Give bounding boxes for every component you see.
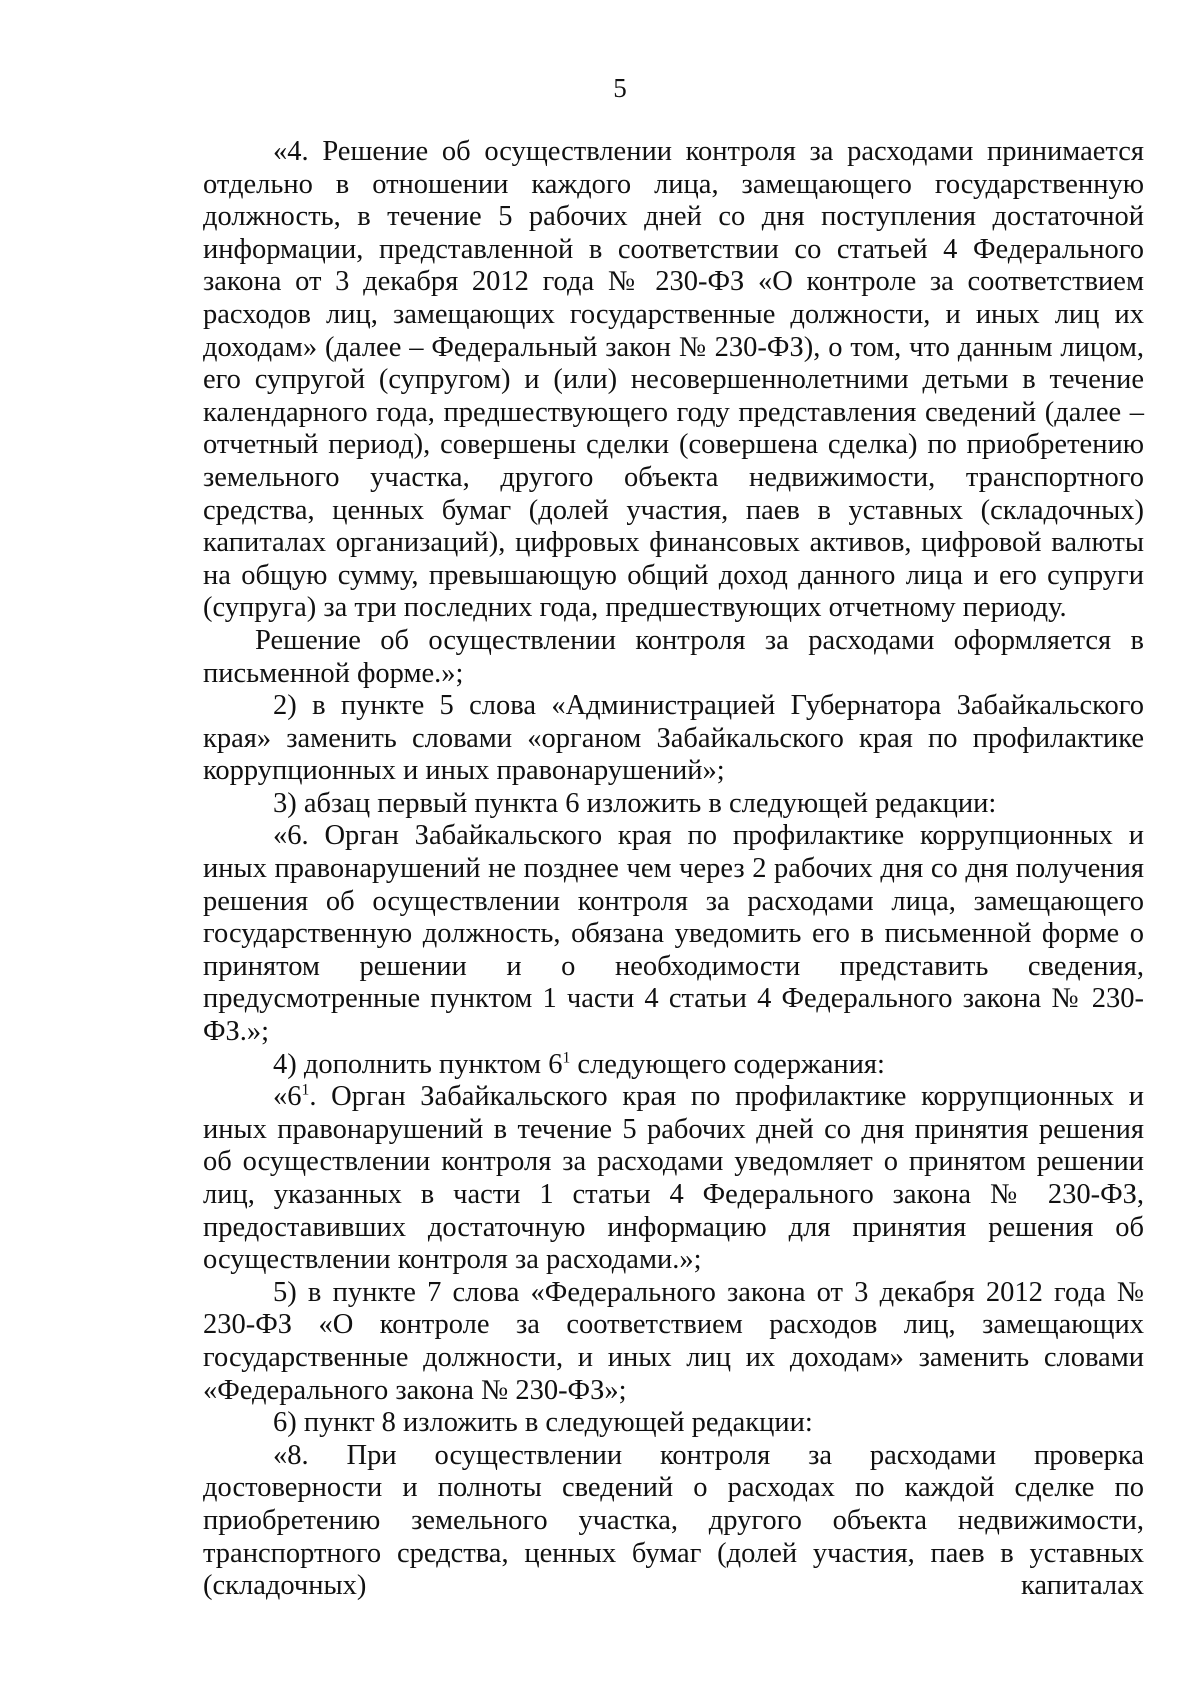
clause-6-1-text: . Орган Забайкальского края по профилактике коррупционных и иных правонарушений в течение 5 рабочих дней со дня принятия решения об осуществлении контроля за расходами уведомляет о принятом решении лиц, указанных в части 1 статьи 4 Федерального закона № 230-ФЗ, предоставивших достаточную информацию для принятия решения об осуществлении контроля за расходами.»; xyxy=(203,1081,1144,1276)
document-body xyxy=(203,136,1144,1603)
paragraph-clause-4: «4. Решение об осуществлении контроля за расходами принимается отдельно в отношении каждого лица, замещающего государственную должность, в течение 5 рабочих дней со дня поступления достаточной информации, представленной в соответствии со статьей 4 Федерального закона от 3 декабря 2012 года № 230-ФЗ «О контроле за соответствием расходов лиц, замещающих государственные должности, и иных лиц их доходам» (далее – Федеральный закон № 230-ФЗ), о том, что данным лицом, его супругой (супругом) и (или) несовершеннолетними детьми в течение календарного года, предшествующего году представления сведений (далее – отчетный период), совершены сделки (совершена сделка) по приобретению земельного участка, другого объекта недвижимости, транспортного средства, ценных бумаг (долей участия, паев в уставных (складочных) капиталах организаций), цифровых финансовых активов, цифровой валюты на общую сумму, превышающую общий доход данного лица и его супруги (супруга) за три последних года, предшествующих отчетному периоду. xyxy=(203,136,1144,624)
paragraph-amendment-5: 5) в пункте 7 слова «Федерального закона от 3 декабря 2012 года № 230-ФЗ «О контроле за соответствием расходов лиц, замещающих государственные должности, и иных лиц их доходам» заменить словами «Федерального закона № 230-ФЗ»; xyxy=(203,1276,1144,1406)
paragraph-amendment-4 xyxy=(203,1049,1144,1082)
paragraph-clause-6: «6. Орган Забайкальского края по профилактике коррупционных и иных правонарушений не позднее чем через 2 рабочих дня со дня получения решения об осуществлении контроля за расходами лица, замещающего государственную должность, обязана уведомить его в письменной форме о принятом решении и о необходимости представить сведения, предусмотренные пунктом 1 части 4 статьи 4 Федерального закона № 230-ФЗ.»; xyxy=(203,820,1144,1048)
clause-6-1-number: «6 xyxy=(273,1081,302,1113)
paragraph-clause-8: «8. При осуществлении контроля за расходами проверка достоверности и полноты сведений о расходах по каждой сделке по приобретению земельного участка, другого объекта недвижимости, транспортного средства, ценных бумаг (долей участия, паев в уставных (складочных) капиталах xyxy=(203,1439,1144,1602)
paragraph-amendment-6: 6) пункт 8 изложить в следующей редакции: xyxy=(273,1407,813,1439)
superscript-index: 1 xyxy=(562,1049,571,1067)
paragraph-amendment-3: 3) абзац первый пункта 6 изложить в следующей редакции: xyxy=(273,787,997,819)
page-number: 5 xyxy=(613,73,627,103)
paragraph-clause-6-1 xyxy=(203,1081,1144,1277)
amendment-4-text-start: 4) дополнить пунктом 6 xyxy=(273,1048,563,1080)
paragraph-amendment-2: 2) в пункте 5 слова «Администрацией Губернатора Забайкальского края» заменить словами «органом Забайкальского края по профилактике коррупционных и иных правонарушений»; xyxy=(203,690,1144,787)
paragraph-decision-form: Решение об осуществлении контроля за расходами оформляется в письменной форме.»; xyxy=(203,624,1144,689)
amendment-4-text-end: следующего содержания: xyxy=(570,1048,885,1080)
superscript-index: 1 xyxy=(301,1081,310,1099)
